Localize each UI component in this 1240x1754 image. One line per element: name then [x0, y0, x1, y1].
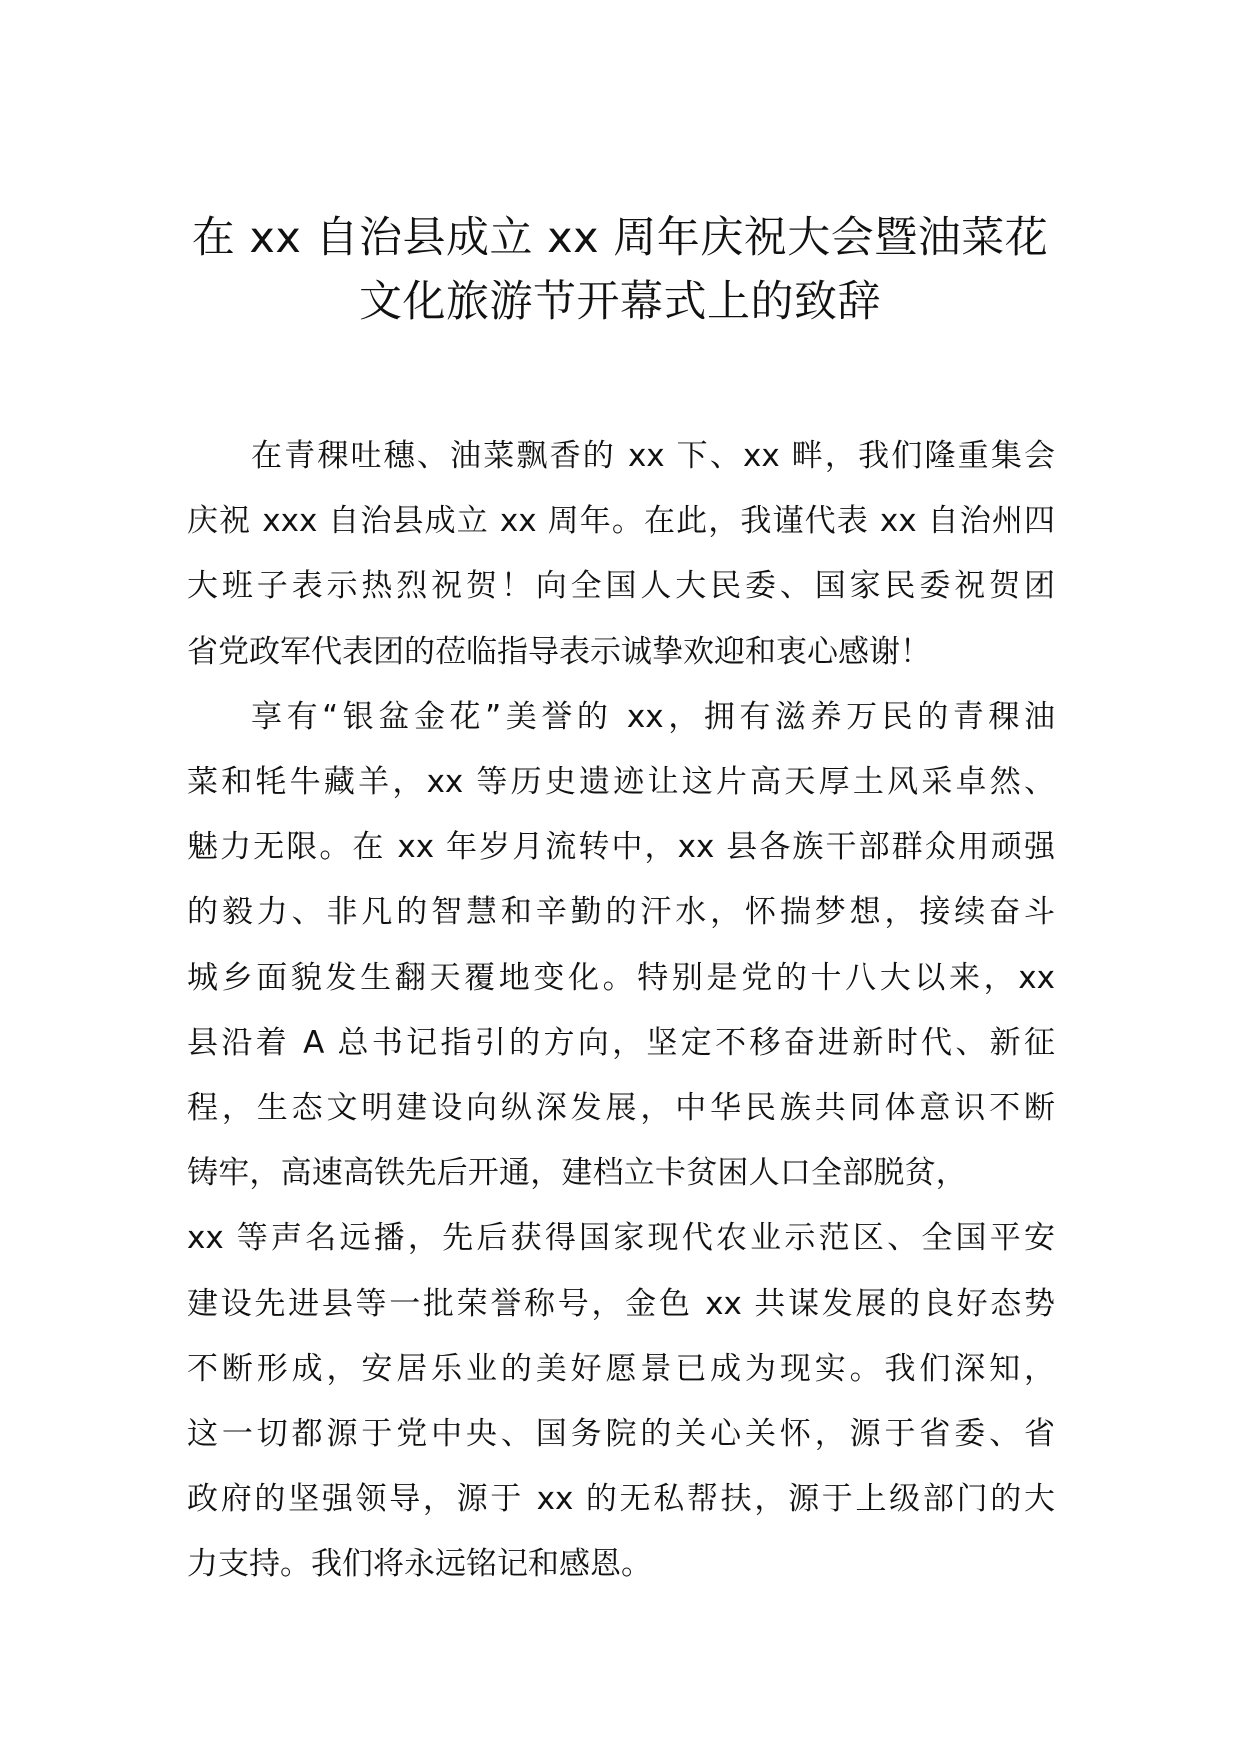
- text-line: 建设先进县等一批荣誉称号，金色 xx 共谋发展的良好态势: [187, 1285, 1055, 1322]
- text-line: 不断形成，安居乐业的美好愿景已成为现实。我们深知，: [187, 1350, 1055, 1387]
- text-line: 力支持。我们将永远铭记和感恩。: [187, 1546, 652, 1583]
- title-line: 在 xx 自治县成立 xx 周年庆祝大会暨油菜花: [191, 213, 1049, 263]
- text-line: 铸牢，高速高铁先后开通，建档立卡贫困人口全部脱贫，: [187, 1155, 967, 1192]
- text-line: 县沿着 A 总书记指引的方向，坚定不移奋进新时代、新征: [187, 1024, 1055, 1061]
- document-body: [187, 424, 1055, 1598]
- text-line: 享有“银盆金花”美誉的 xx，拥有滋养万民的青稞油: [251, 698, 1055, 735]
- text-line: 魅力无限。在 xx 年岁月流转中，xx 县各族干部群众用顽强: [187, 829, 1055, 866]
- text-line: xx 等声名远播，先后获得国家现代农业示范区、全国平安: [187, 1220, 1055, 1257]
- title-line: 文化旅游节开幕式上的致辞: [359, 277, 881, 327]
- text-line: 庆祝 xxx 自治县成立 xx 周年。在此，我谨代表 xx 自治州四: [187, 503, 1055, 540]
- paragraph-2: [187, 685, 1055, 1598]
- text-line: 程，生态文明建设向纵深发展，中华民族共同体意识不断: [187, 1090, 1055, 1127]
- text-line: 的毅力、非凡的智慧和辛勤的汗水，怀揣梦想，接续奋斗: [187, 894, 1055, 931]
- text-line: 城乡面貌发生翻天覆地变化。特别是党的十八大以来，xx: [187, 959, 1055, 996]
- paragraph-1: [187, 424, 1055, 685]
- text-line: 大班子表示热烈祝贺！向全国人大民委、国家民委祝贺团: [187, 568, 1055, 605]
- text-line: 菜和牦牛藏羊，xx 等历史遗迹让这片高天厚土风采卓然、: [187, 764, 1055, 801]
- text-line: 在青稞吐穗、油菜飘香的 xx 下、xx 畔，我们隆重集会: [251, 438, 1055, 474]
- text-line: 政府的坚强领导，源于 xx 的无私帮扶，源于上级部门的大: [187, 1481, 1055, 1518]
- document-title: [150, 206, 1090, 334]
- text-line: 这一切都源于党中央、国务院的关心关怀，源于省委、省: [187, 1416, 1055, 1453]
- text-line: 省党政军代表团的莅临指导表示诚挚欢迎和衷心感谢！: [187, 633, 931, 670]
